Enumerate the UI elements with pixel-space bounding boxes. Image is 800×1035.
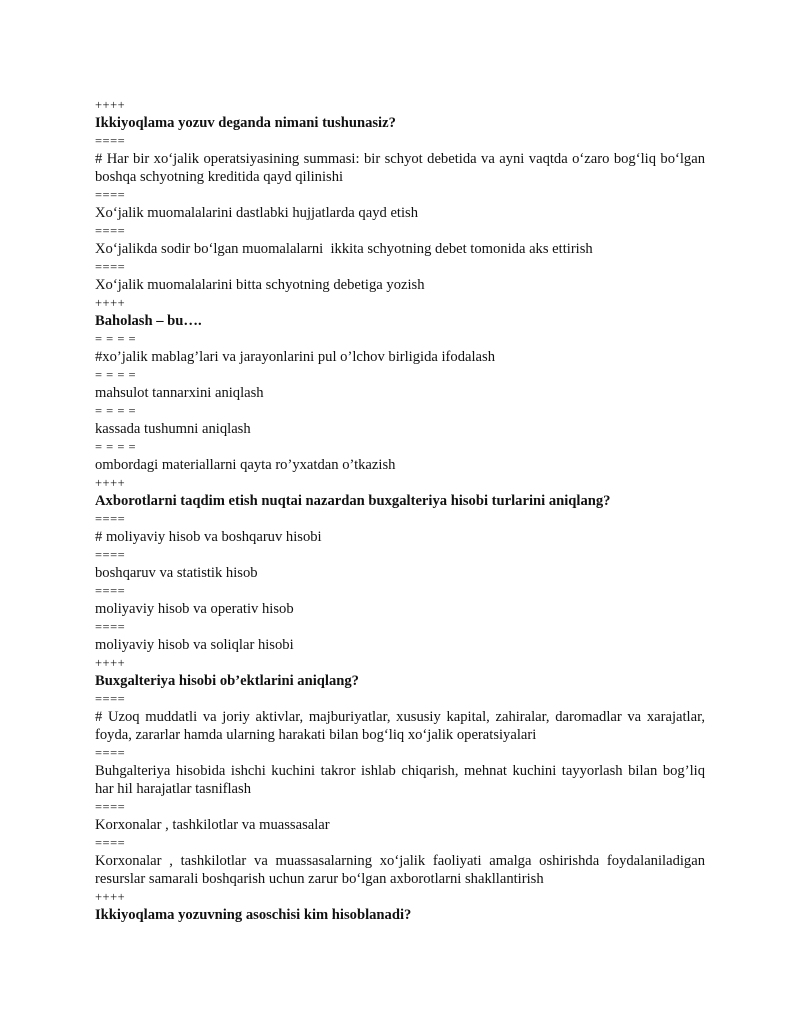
separator-line: = = = = <box>95 332 137 346</box>
separator-line: ==== <box>95 746 126 760</box>
separator-line: ++++ <box>95 98 126 112</box>
separator-line: ==== <box>95 260 126 274</box>
separator-line: ==== <box>95 512 126 526</box>
correct-answer-option: # Uzoq muddatli va joriy aktivlar, majburiyatlar, xususiy kapital, zahiralar, daromadlar va xarajatlar, foyda, zararlar hamda ularning harakati bilan bog‘liq xo‘jalik operatsiyalari <box>95 709 709 743</box>
separator-line: ==== <box>95 800 126 814</box>
separator-line: ==== <box>95 134 126 148</box>
correct-answer-option: # moliyaviy hisob va boshqaruv hisobi <box>95 529 322 545</box>
separator-line: ==== <box>95 584 126 598</box>
document-page <box>95 96 709 924</box>
correct-answer-option: # Har bir xo‘jalik operatsiyasining summasi: bir schyot debetida va ayni vaqtda o‘zaro bog‘liq bo‘lgan boshqa schyotning kreditida qayd qilinishi <box>95 151 709 185</box>
separator-line: ++++ <box>95 890 126 904</box>
separator-line: = = = = <box>95 440 137 454</box>
answer-option: boshqaruv va statistik hisob <box>95 565 258 581</box>
separator-line: = = = = <box>95 368 137 382</box>
answer-option: kassada tushumni aniqlash <box>95 421 251 437</box>
correct-answer-option: #xo’jalik mablag’lari va jarayonlarini pul o’lchov birligida ifodalash <box>95 349 495 365</box>
separator-line: ==== <box>95 224 126 238</box>
separator-line: ++++ <box>95 296 126 310</box>
answer-option: Korxonalar , tashkilotlar va muassasalar <box>95 817 330 833</box>
answer-option: ombordagi materiallarni qayta ro’yxatdan o’tkazish <box>95 457 396 473</box>
question-text: Buxgalteriya hisobi ob’ektlarini aniqlang? <box>95 673 359 689</box>
separator-line: ==== <box>95 620 126 634</box>
question-text: Ikkiyoqlama yozuvning asoschisi kim hisoblanadi? <box>95 907 412 923</box>
separator-line: ==== <box>95 548 126 562</box>
answer-option: Xo‘jalikda sodir bo‘lgan muomalalarni ikkita schyotning debet tomonida aks ettirish <box>95 241 593 257</box>
answer-option: Buhgalteriya hisobida ishchi kuchini takror ishlab chiqarish, mehnat kuchini tayyorlash bilan bog’liq har hil harajatlar tasniflash <box>95 763 709 797</box>
separator-line: ++++ <box>95 476 126 490</box>
answer-option: Xo‘jalik muomalalarini dastlabki hujjatlarda qayd etish <box>95 205 419 221</box>
question-text: Baholash – bu…. <box>95 313 202 329</box>
answer-option: mahsulot tannarxini aniqlash <box>95 385 264 401</box>
separator-line: = = = = <box>95 404 137 418</box>
answer-option: moliyaviy hisob va soliqlar hisobi <box>95 637 294 653</box>
answer-option: moliyaviy hisob va operativ hisob <box>95 601 294 617</box>
answer-option: Korxonalar , tashkilotlar va muassasalarning xo‘jalik faoliyati amalga oshirishda foydalaniladigan resurslar samarali boshqarish uchun zarur bo‘lgan axborotlarni shakllantirish <box>95 853 709 887</box>
answer-option: Xo‘jalik muomalalarini bitta schyotning debetiga yozish <box>95 277 425 293</box>
separator-line: ==== <box>95 692 126 706</box>
separator-line: ==== <box>95 188 126 202</box>
question-text: Axborotlarni taqdim etish nuqtai nazardan buxgalteriya hisobi turlarini aniqlang? <box>95 493 611 509</box>
question-text: Ikkiyoqlama yozuv deganda nimani tushunasiz? <box>95 115 396 131</box>
separator-line: ==== <box>95 836 126 850</box>
separator-line: ++++ <box>95 656 126 670</box>
